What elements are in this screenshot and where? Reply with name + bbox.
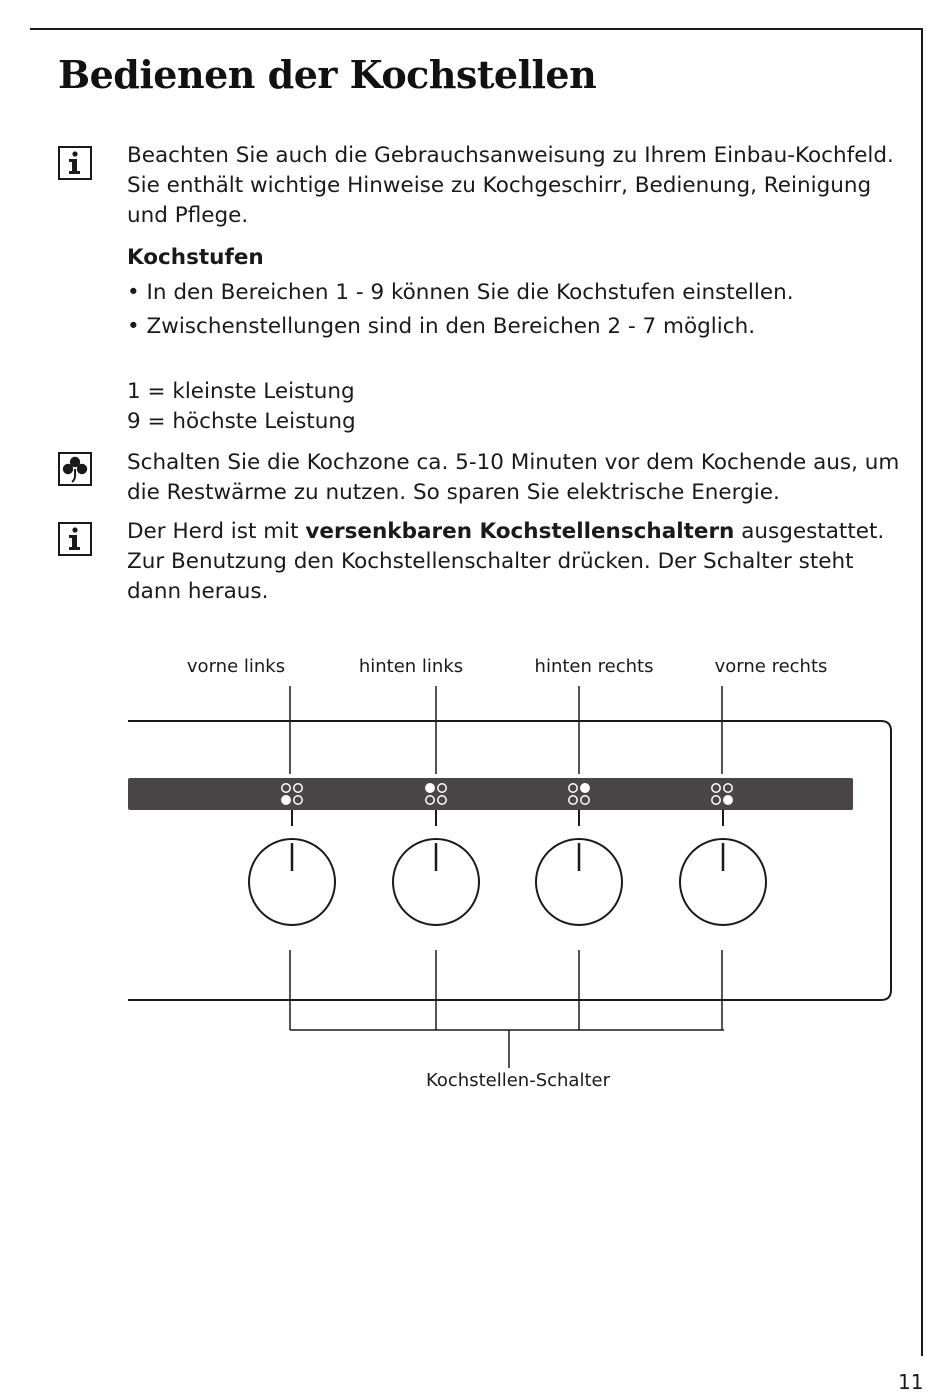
legend-line: 9 = höchste Leistung xyxy=(127,409,356,434)
caption-kochstellen-schalter: Kochstellen-Schalter xyxy=(425,1070,611,1091)
page-title: Bedienen der Kochstellen xyxy=(58,52,597,97)
page-frame-top xyxy=(30,28,923,30)
label-vorne-rechts: vorne rechts xyxy=(714,656,828,677)
kochstufen-section xyxy=(127,243,794,342)
control-panel-diagram xyxy=(0,640,950,1100)
note-line xyxy=(127,517,884,547)
label-hinten-links: hinten links xyxy=(358,656,464,677)
knob-vorne-links xyxy=(249,839,335,925)
tip-line: die Restwärme zu nutzen. So sparen Sie elektrische Energie. xyxy=(127,480,780,505)
label-vorne-links: vorne links xyxy=(186,656,286,677)
note-line: und Pflege. xyxy=(127,203,249,228)
note-line: dann heraus. xyxy=(127,579,269,604)
power-legend xyxy=(127,377,356,437)
note-versenkbare-schalter xyxy=(127,517,884,607)
control-panel-strip xyxy=(128,778,853,810)
bullet-item: • Zwischenstellungen sind in den Bereichen 2 - 7 möglich. xyxy=(127,314,756,339)
label-hinten-rechts: hinten rechts xyxy=(534,656,654,677)
note-gebrauchsanweisung xyxy=(127,141,894,231)
switch-bracket xyxy=(290,950,724,1068)
note-line: Beachten Sie auch die Gebrauchsanweisung zu Ihrem Einbau-Kochfeld. xyxy=(127,143,894,168)
knob-hinten-rechts xyxy=(536,839,622,925)
kochstufen-heading: Kochstufen xyxy=(127,245,264,270)
note-emphasis: versenkbaren Kochstellenschaltern xyxy=(305,519,735,544)
note-text: ausgestattet. xyxy=(734,519,885,544)
bullet-item: • In den Bereichen 1 - 9 können Sie die Kochstufen einstellen. xyxy=(127,280,794,305)
clover-icon xyxy=(58,452,92,486)
energy-tip xyxy=(127,448,899,508)
note-line: Sie enthält wichtige Hinweise zu Kochgeschirr, Bedienung, Reinigung xyxy=(127,173,872,198)
note-text: Der Herd ist mit xyxy=(127,519,306,544)
tip-line: Schalten Sie die Kochzone ca. 5-10 Minuten vor dem Kochende aus, um xyxy=(127,450,900,475)
knob-hinten-links xyxy=(393,839,479,925)
page-number: 11 xyxy=(898,1370,924,1394)
cooker-outline xyxy=(128,721,891,1000)
info-icon xyxy=(58,146,92,180)
knob-vorne-rechts xyxy=(680,839,766,925)
note-line: Zur Benutzung den Kochstellenschalter drücken. Der Schalter steht xyxy=(127,549,854,574)
info-icon xyxy=(58,522,92,556)
legend-line: 1 = kleinste Leistung xyxy=(127,379,355,404)
